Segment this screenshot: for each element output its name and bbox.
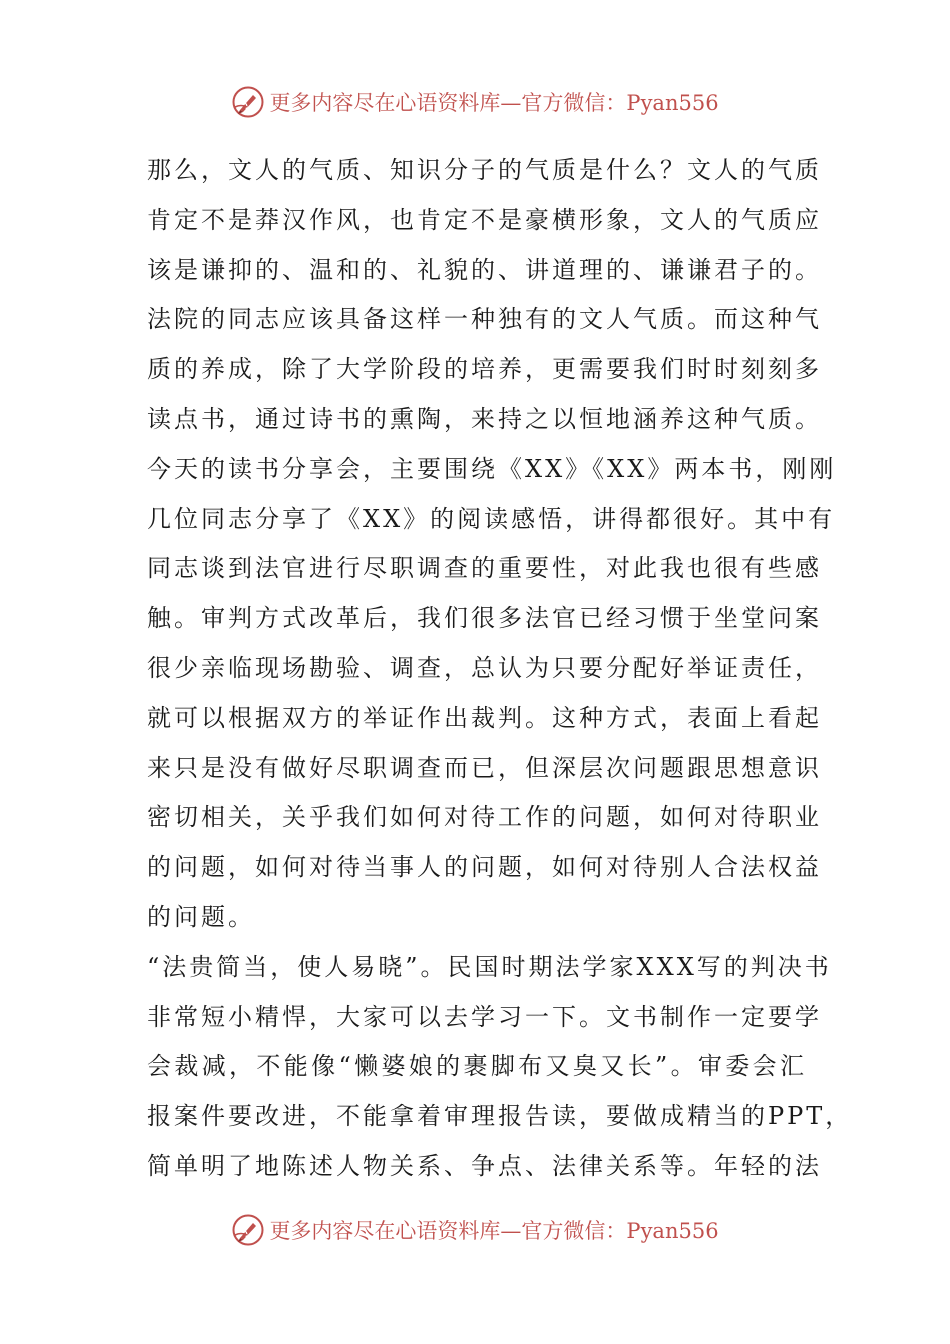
text-line: 法院的同志应该具备这样一种独有的文人气质。而这种气 (147, 305, 822, 334)
text-line: 的问题。 (147, 902, 255, 931)
text-line: 非常短小精悍，大家可以去学习一下。文书制作一定要学 (147, 1002, 822, 1031)
text-line: 密切相关，关乎我们如何对待工作的问题，如何对待职业 (147, 803, 822, 832)
footer-banner (0, 1210, 950, 1250)
pen-logo-icon (231, 1213, 265, 1247)
text-line: 同志谈到法官进行尽职调查的重要性，对此我也很有些感 (147, 554, 822, 583)
text-line: 肯定不是莽汉作风，也肯定不是豪横形象，文人的气质应 (147, 205, 822, 234)
footer-banner-text: 更多内容尽在心语资料库—官方微信：Pyan556 (269, 1219, 719, 1243)
text-line: 的问题，如何对待当事人的问题，如何对待别人合法权益 (147, 853, 822, 882)
header-banner (0, 82, 950, 122)
document-body (147, 146, 853, 1192)
header-banner-text: 更多内容尽在心语资料库—官方微信：Pyan556 (269, 91, 719, 115)
text-line: 今天的读书分享会，主要围绕《XX》《XX》两本书，刚刚 (147, 454, 837, 483)
text-line: 就可以根据双方的举证作出裁判。这种方式，表面上看起 (147, 703, 822, 732)
header-banner-inner (231, 85, 718, 119)
text-line: 读点书，通过诗书的熏陶，来持之以恒地涵养这种气质。 (147, 404, 822, 433)
text-line: 质的养成，除了大学阶段的培养，更需要我们时时刻刻多 (147, 355, 822, 384)
text-line: 几位同志分享了《XX》的阅读感悟，讲得都很好。其中有 (147, 504, 836, 533)
text-line: 来只是没有做好尽职调查而已，但深层次问题跟思想意识 (147, 753, 822, 782)
text-line: 会裁减，不能像“懒婆娘的裹脚布又臭又长”。审委会汇 (147, 1052, 807, 1081)
text-line: 简单明了地陈述人物关系、争点、法律关系等。年轻的法 (147, 1151, 822, 1180)
text-line: 很少亲临现场勘验、调查，总认为只要分配好举证责任， (147, 653, 822, 682)
pen-logo-icon (231, 85, 265, 119)
text-line: “法贵简当，使人易晓”。民国时期法学家XXX写的判决书 (147, 952, 832, 981)
text-line: 该是谦抑的、温和的、礼貌的、讲道理的、谦谦君子的。 (147, 255, 822, 284)
footer-banner-inner (231, 1213, 718, 1247)
text-line: 那么，文人的气质、知识分子的气质是什么？文人的气质 (147, 156, 822, 184)
text-line: 触。审判方式改革后，我们很多法官已经习惯于坐堂问案 (147, 604, 822, 633)
text-line: 报案件要改进，不能拿着审理报告读，要做成精当的PPT， (147, 1102, 853, 1131)
